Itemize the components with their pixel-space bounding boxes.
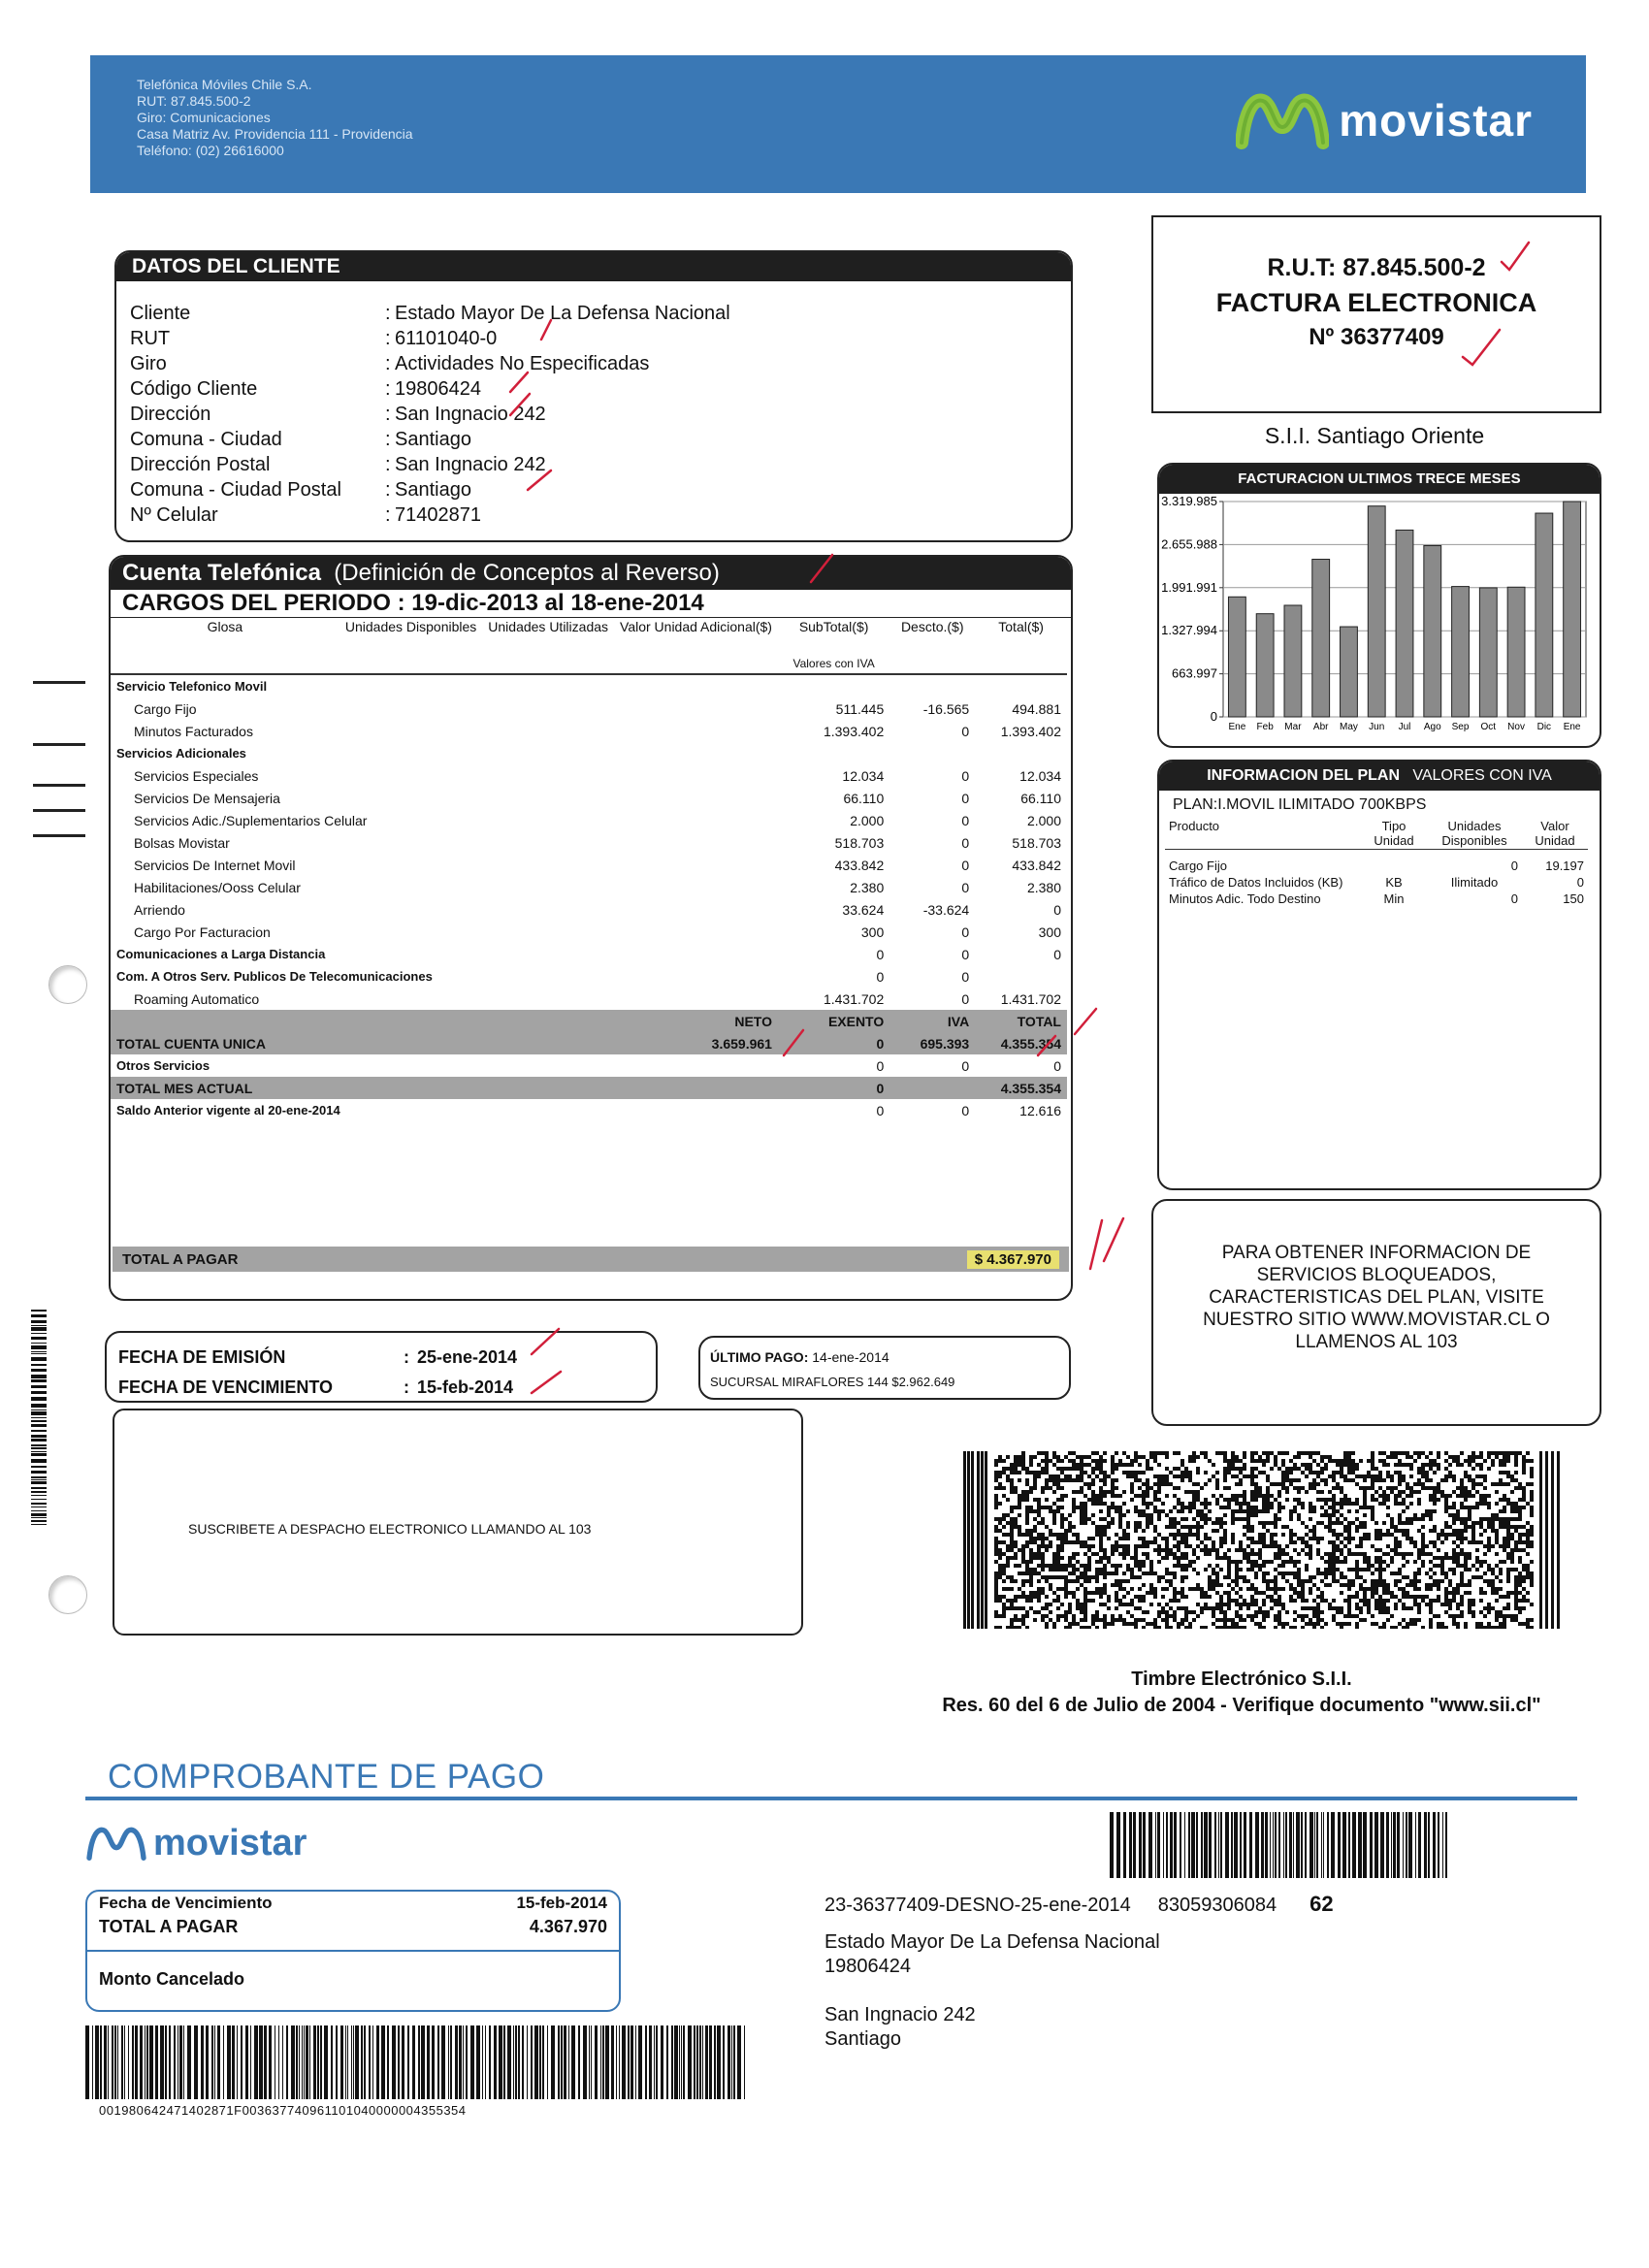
account-subtitle: (Definición de Conceptos al Reverso) (334, 560, 720, 586)
billing-history-title: FACTURACION ULTIMOS TRECE MESES (1159, 465, 1600, 494)
charge-label: Servicios De Mensajeria (134, 790, 280, 806)
charge-total: 518.703 (1012, 834, 1061, 851)
charge-label: Servicios Adic./Suplementarios Celular (134, 812, 368, 828)
summary-iva: 0 (961, 1057, 970, 1074)
colon: : (385, 454, 391, 475)
amount-paid-label: Monto Cancelado (99, 1969, 245, 1989)
reference-page: 62 (1310, 1892, 1334, 1916)
reference-code: 23-36377409-DESNO-25-ene-2014 (824, 1895, 1131, 1916)
due-date: 15-feb-2014 (417, 1377, 514, 1397)
invoice-number: Nº 36377409 (1309, 324, 1444, 350)
logo-text: movistar (153, 1822, 307, 1863)
charge-total: 2.000 (1026, 812, 1061, 828)
charge-total: 300 (1038, 923, 1061, 940)
payment-slip-title: COMPROBANTE DE PAGO (108, 1758, 545, 1796)
plan-col-tipo: Tipo Unidad (1374, 819, 1414, 848)
summary-total: 4.355.354 (975, 1077, 1067, 1099)
charge-label: Habilitaciones/Ooss Celular (134, 879, 301, 895)
client-field-value: Santiago (395, 429, 471, 450)
summary-exento: 0 (778, 1032, 889, 1054)
logo-text: movistar (1339, 95, 1533, 146)
account-title-text: Cuenta Telefónica (122, 560, 321, 586)
x-tick-label: May (1340, 722, 1358, 732)
charge-discount: -16.565 (922, 700, 970, 717)
y-tick-label: 2.655.988 (1161, 536, 1217, 552)
charge-label: Servicios De Internet Movil (134, 857, 296, 873)
summary-label: TOTAL CUENTA UNICA (111, 1032, 614, 1054)
x-tick-label: Ene (1563, 722, 1581, 732)
charge-total: 66.110 (1020, 790, 1061, 806)
charge-total: 12.034 (1019, 767, 1061, 784)
client-field-value: Actividades No Especificadas (395, 353, 650, 374)
charge-subtotal: 0 (876, 968, 885, 985)
charge-total: 1.393.402 (1000, 723, 1061, 739)
check-mark-icon (528, 470, 551, 490)
charge-discount: 0 (961, 723, 970, 739)
colon: : (385, 378, 391, 400)
plan-name: PLAN:I.MOVIL ILIMITADO 700KBPS (1173, 796, 1427, 813)
x-tick-label: Dic (1536, 722, 1552, 732)
colon: : (385, 404, 391, 425)
charge-label: Comunicaciones a Larga Distancia (116, 947, 326, 961)
plan-col-valor: Valor Unidad (1535, 819, 1575, 848)
col-unidades-utilizadas: Unidades Utilizadas (488, 619, 609, 634)
charge-total: 433.842 (1012, 857, 1061, 873)
charge-label: Servicio Telefonico Movil (111, 674, 778, 697)
company-line: Giro: Comunicaciones (137, 110, 271, 125)
col-valor-unidad: Valor Unidad Adicional($) (620, 619, 772, 634)
x-tick-label: Nov (1507, 722, 1525, 732)
last-payment-detail: SUCURSAL MIRAFLORES 144 $2.962.649 (710, 1375, 955, 1389)
last-payment-date: 14-ene-2014 (812, 1349, 889, 1365)
plan-cell: KB (1385, 875, 1403, 890)
x-tick-label: Mar (1284, 722, 1302, 732)
charge-subtotal: 518.703 (834, 834, 885, 851)
due-date-label: Fecha de Vencimiento (99, 1894, 273, 1912)
charge-discount: 0 (961, 879, 970, 895)
plan-cell: 0 (1510, 859, 1518, 873)
x-tick-label: Oct (1480, 722, 1497, 732)
client-field-label: Código Cliente (130, 378, 258, 400)
charge-total: 0 (1053, 901, 1061, 918)
sii-office: S.I.I. Santiago Oriente (1264, 423, 1485, 448)
colon: : (385, 328, 391, 349)
charge-label: Com. A Otros Serv. Publicos De Telecomunicaciones (116, 969, 433, 984)
colon: : (385, 479, 391, 501)
issuer-rut: R.U.T: 87.845.500-2 (1267, 254, 1486, 281)
colon: : (385, 353, 391, 374)
payment-barcode-number: 001980642471402871F003637740961101040000004355354 (99, 2103, 467, 2118)
check-mark-icon (510, 394, 530, 415)
charge-label: Cargo Fijo (134, 700, 197, 717)
plan-cell: Min (1383, 891, 1405, 906)
charge-subtotal: 1.431.702 (823, 990, 885, 1007)
summary-label: TOTAL MES ACTUAL (111, 1077, 778, 1099)
col-total: Total($) (998, 619, 1044, 634)
total-to-pay-label: TOTAL A PAGAR (122, 1250, 239, 1268)
address-line: Santiago (824, 2028, 901, 2050)
plan-cell: Minutos Adic. Todo Destino (1169, 891, 1321, 906)
check-mark-icon (1038, 1036, 1055, 1055)
summary-neto: 3.659.961 (614, 1032, 778, 1054)
total-to-pay-amount: $ 4.367.970 (967, 1250, 1059, 1269)
col-glosa: Glosa (207, 619, 243, 634)
summary-total: 12.616 (1019, 1102, 1061, 1118)
charge-discount: 0 (961, 812, 970, 828)
charge-total: 1.431.702 (1000, 990, 1061, 1007)
x-tick-label: Feb (1256, 722, 1274, 732)
charge-label: Roaming Automatico (134, 990, 260, 1007)
charge-subtotal: 1.393.402 (823, 723, 885, 739)
summary-total: 4.355.354 (975, 1032, 1067, 1054)
client-field-label: Dirección Postal (130, 454, 271, 475)
plan-title-bold: INFORMACION DEL PLAN (1207, 767, 1400, 784)
invoice-type: FACTURA ELECTRONICA (1215, 288, 1537, 317)
client-field-label: Dirección (130, 404, 211, 425)
company-line: Telefónica Móviles Chile S.A. (137, 77, 312, 92)
charge-subtotal: 433.842 (834, 857, 885, 873)
check-mark-icon (532, 1372, 561, 1393)
check-mark-icon (784, 1030, 803, 1055)
billing-period: CARGOS DEL PERIODO : 19-dic-2013 al 18-ene-2014 (111, 590, 1071, 618)
charge-subtotal: 12.034 (842, 767, 885, 784)
y-tick-label: 1.327.994 (1161, 623, 1217, 638)
client-field-label: Nº Celular (130, 504, 218, 526)
stamp-line-2: Res. 60 del 6 de Julio de 2004 - Verifique documento "www.sii.cl" (942, 1695, 1541, 1716)
x-tick-label: Sep (1451, 722, 1470, 732)
check-mark-icon (1090, 1220, 1102, 1269)
plan-cell: Cargo Fijo (1169, 859, 1227, 873)
company-line: Teléfono: (02) 26616000 (137, 143, 284, 158)
charge-label: Bolsas Movistar (134, 834, 230, 851)
client-field-label: Comuna - Ciudad Postal (130, 479, 341, 501)
check-mark-icon (1502, 243, 1529, 270)
client-field-value: Santiago (395, 479, 471, 501)
total-value: 4.367.970 (529, 1917, 607, 1936)
check-mark-icon (532, 1329, 559, 1354)
company-line: RUT: 87.845.500-2 (137, 93, 251, 109)
y-tick-label: 663.997 (1172, 665, 1217, 681)
company-line: Casa Matriz Av. Providencia 111 - Providencia (137, 126, 413, 142)
charge-subtotal: 511.445 (835, 700, 885, 717)
summary-iva: 0 (961, 1102, 970, 1118)
charge-label: Minutos Facturados (134, 723, 253, 739)
last-payment-label: ÚLTIMO PAGO: (710, 1349, 809, 1365)
plan-cell: 0 (1576, 875, 1584, 890)
due-date: 15-feb-2014 (516, 1894, 607, 1912)
charge-label: Servicios Adicionales (116, 746, 246, 761)
charge-discount: 0 (961, 834, 970, 851)
charge-label: Cargo Por Facturacion (134, 923, 271, 940)
charge-discount: 0 (961, 790, 970, 806)
emission-date-label: FECHA DE EMISIÓN (118, 1347, 286, 1367)
info-text: PARA OBTENER INFORMACION DE SERVICIOS BLOQUEADOS, CARACTERISTICAS DEL PLAN, VISITE NUESTRO SITIO WWW.MOVISTAR.CL O LLAMENOS AL 103 (1203, 1243, 1550, 1352)
plan-col-producto: Producto (1169, 819, 1220, 833)
y-tick-label: 3.319.985 (1161, 494, 1217, 508)
stamp-line-1: Timbre Electrónico S.I.I. (1131, 1669, 1352, 1690)
col-descuento: Descto.($) (900, 619, 964, 634)
summary-total-header: TOTAL (975, 1010, 1067, 1032)
colon: : (385, 303, 391, 324)
charge-label: Arriendo (134, 901, 185, 918)
x-tick-label: Ene (1228, 722, 1246, 732)
charge-subtotal: 2.000 (850, 812, 885, 828)
x-tick-label: Jul (1398, 722, 1411, 732)
charge-subtotal: 33.624 (842, 901, 885, 918)
client-field-value: 19806424 (395, 378, 481, 400)
y-tick-label: 0 (1210, 709, 1217, 724)
summary-iva: 695.393 (889, 1032, 975, 1054)
charge-discount: -33.624 (922, 901, 970, 918)
address-line: Estado Mayor De La Defensa Nacional (824, 1931, 1160, 1953)
x-tick-label: Abr (1312, 722, 1329, 732)
colon: : (385, 429, 391, 450)
summary-neto-header: NETO (614, 1010, 778, 1032)
summary-exento: 0 (876, 1057, 885, 1074)
charge-total: 2.380 (1026, 879, 1061, 895)
reference-number: 83059306084 (1157, 1895, 1277, 1916)
client-data-title: DATOS DEL CLIENTE (116, 252, 1071, 281)
x-tick-label: Ago (1423, 722, 1441, 732)
plan-col-unidades: Unidades Disponibles (1441, 819, 1507, 848)
client-field-value: 61101040-0 (395, 328, 498, 349)
charge-discount: 0 (961, 968, 970, 985)
client-field-label: RUT (130, 328, 171, 349)
summary-exento: 0 (778, 1077, 889, 1099)
client-field-value: Estado Mayor De La Defensa Nacional (395, 303, 730, 324)
vat-note: Valores con IVA (792, 657, 875, 670)
address-line: 19806424 (824, 1956, 911, 1977)
col-subtotal: SubTotal($) (798, 619, 869, 634)
colon: : (385, 504, 391, 526)
plan-title-rest: VALORES CON IVA (1412, 767, 1552, 784)
check-mark-icon (811, 555, 832, 582)
summary-exento-header: EXENTO (778, 1010, 889, 1032)
charge-subtotal: 2.380 (850, 879, 885, 895)
plan-cell: Ilimitado (1450, 875, 1499, 890)
colon: : (404, 1347, 409, 1367)
charge-discount: 0 (961, 946, 970, 962)
charge-subtotal: 300 (860, 923, 885, 940)
client-field-value: San Ingnacio 242 (395, 454, 546, 475)
charge-subtotal: 66.110 (843, 790, 885, 806)
promo-text: SUSCRIBETE A DESPACHO ELECTRONICO LLAMANDO AL 103 (188, 1521, 592, 1537)
client-field-value: 71402871 (395, 504, 481, 526)
charge-total: 0 (1053, 946, 1061, 962)
plan-cell: 19.197 (1545, 859, 1584, 873)
plan-cell: 150 (1563, 891, 1584, 906)
plan-cell: Tráfico de Datos Incluidos (KB) (1169, 875, 1343, 890)
plan-cell: 0 (1510, 891, 1518, 906)
total-label: TOTAL A PAGAR (99, 1917, 239, 1936)
col-unidades-disponibles: Unidades Disponibles (344, 619, 477, 634)
address-line: San Ingnacio 242 (824, 2004, 976, 2025)
charge-discount: 0 (961, 923, 970, 940)
summary-total: 0 (1053, 1057, 1061, 1074)
check-mark-icon (1075, 1009, 1096, 1034)
charge-discount: 0 (961, 767, 970, 784)
check-mark-icon (510, 373, 528, 392)
y-tick-label: 1.991.991 (1161, 579, 1217, 595)
summary-label: Saldo Anterior vigente al 20-ene-2014 (116, 1103, 340, 1118)
client-field-label: Giro (130, 353, 167, 374)
due-date-label: FECHA DE VENCIMIENTO (118, 1377, 334, 1397)
client-field-label: Cliente (130, 303, 191, 324)
charge-discount: 0 (961, 990, 970, 1007)
check-mark-icon (1463, 330, 1500, 365)
charge-discount: 0 (961, 857, 970, 873)
client-field-value: San Ingnacio 242 (395, 404, 546, 425)
charge-subtotal: 0 (876, 946, 885, 962)
check-mark-icon (541, 320, 551, 340)
colon: : (404, 1377, 409, 1397)
check-mark-icon (1104, 1218, 1123, 1261)
charge-label: Servicios Especiales (134, 767, 259, 784)
charge-total: 494.881 (1012, 700, 1061, 717)
emission-date: 25-ene-2014 (417, 1347, 518, 1367)
summary-label: Otros Servicios (116, 1058, 210, 1073)
x-tick-label: Jun (1369, 722, 1385, 732)
client-field-label: Comuna - Ciudad (130, 429, 282, 450)
summary-iva-header: IVA (889, 1010, 975, 1032)
summary-exento: 0 (876, 1102, 885, 1118)
